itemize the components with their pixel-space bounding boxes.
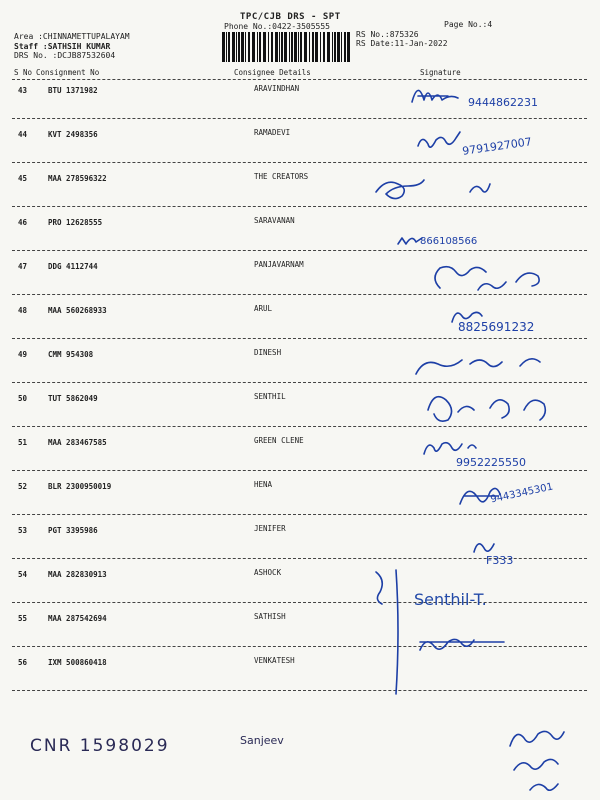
row-consignment-no: CMM 954308 <box>48 350 94 359</box>
handwritten-phone-44: 9791927007 <box>461 135 533 158</box>
row-consignee-name: ARAVINDHAN <box>254 84 300 93</box>
handwritten-senthil: Senthil-T. <box>414 590 487 609</box>
row-consignment-no: DDG 4112744 <box>48 262 98 271</box>
row-sno: 46 <box>18 218 28 227</box>
column-header-details: Consignee Details <box>234 68 311 77</box>
row-consignee-name: GREEN CLENE <box>254 436 304 445</box>
handwritten-phone-52: 9443345301 <box>489 481 555 506</box>
row-consignee-name: SARAVANAN <box>254 216 295 225</box>
handwritten-phone-51: 9952225550 <box>456 456 526 469</box>
row-consignee-name: PANJAVARNAM <box>254 260 304 269</box>
row-consignment-no: PGT 3395986 <box>48 526 98 535</box>
page-number: Page No.:4 <box>444 20 493 29</box>
row-consignee-name: RAMADEVI <box>254 128 291 137</box>
handwritten-phone-48: 8825691232 <box>458 320 535 334</box>
row-consignment-no: MAA 282830913 <box>48 570 107 579</box>
row-consignment-no: IXM 500860418 <box>48 658 107 667</box>
row-sno: 47 <box>18 262 28 271</box>
row-sno: 54 <box>18 570 28 579</box>
handwritten-phone-43: 9444862231 <box>468 96 538 109</box>
row-consignee-name: SENTHIL <box>254 392 286 401</box>
row-sno: 53 <box>18 526 28 535</box>
row-sno: 50 <box>18 394 28 403</box>
row-consignment-no: BTU 1371982 <box>48 86 98 95</box>
row-consignment-no: MAA 287542694 <box>48 614 107 623</box>
row-consignee-name: ASHOCK <box>254 568 282 577</box>
row-sno: 49 <box>18 350 28 359</box>
row-consignee-name: JENIFER <box>254 524 286 533</box>
row-sno: 55 <box>18 614 28 623</box>
row-consignment-no: MAA 560268933 <box>48 306 107 315</box>
row-sno: 52 <box>18 482 28 491</box>
row-consignment-no: KVT 2498356 <box>48 130 98 139</box>
row-sno: 45 <box>18 174 28 183</box>
row-consignee-name: VENKATESH <box>254 656 295 665</box>
row-consignment-no: MAA 278596322 <box>48 174 107 183</box>
document-title: TPC/CJB DRS - SPT <box>240 12 341 22</box>
phone-number: Phone No.:0422-3505555 <box>224 22 330 31</box>
row-sno: 56 <box>18 658 28 667</box>
row-sno: 48 <box>18 306 28 315</box>
row-consignee-name: HENA <box>254 480 273 489</box>
row-consignment-no: TUT 5862049 <box>48 394 98 403</box>
row-consignment-no: BLR 2300950019 <box>48 482 112 491</box>
staff-label: Staff :SATHSIH KUMAR <box>14 42 111 51</box>
rs-date: RS Date:11-Jan-2022 <box>356 39 448 48</box>
rs-number: RS No.:875326 <box>356 30 419 39</box>
column-header-signature: Signature <box>420 68 461 77</box>
handwritten-cnr: CNR 1598029 <box>30 736 170 756</box>
row-consignee-name: SATHISH <box>254 612 286 621</box>
column-header-consignment: Consignment No <box>36 68 100 77</box>
row-sno: 44 <box>18 130 28 139</box>
area-label: Area :CHINNAMETTUPALAYAM <box>14 32 130 41</box>
row-consignment-no: MAA 283467585 <box>48 438 107 447</box>
row-sno: 43 <box>18 86 28 95</box>
drs-number: DRS No. :DCJB87532604 <box>14 51 116 60</box>
row-consignment-no: PRO 12628555 <box>48 218 103 227</box>
column-header-sno: S No <box>14 68 33 77</box>
handwritten-sanjeev: Sanjeev <box>240 734 284 747</box>
row-sno: 51 <box>18 438 28 447</box>
row-consignee-name: ARUL <box>254 304 273 313</box>
row-consignee-name: DINESH <box>254 348 282 357</box>
handwritten-code-53: F333 <box>486 554 514 567</box>
row-consignee-name: THE CREATORS <box>254 172 309 181</box>
handwritten-phone-46: 866108566 <box>420 236 478 247</box>
